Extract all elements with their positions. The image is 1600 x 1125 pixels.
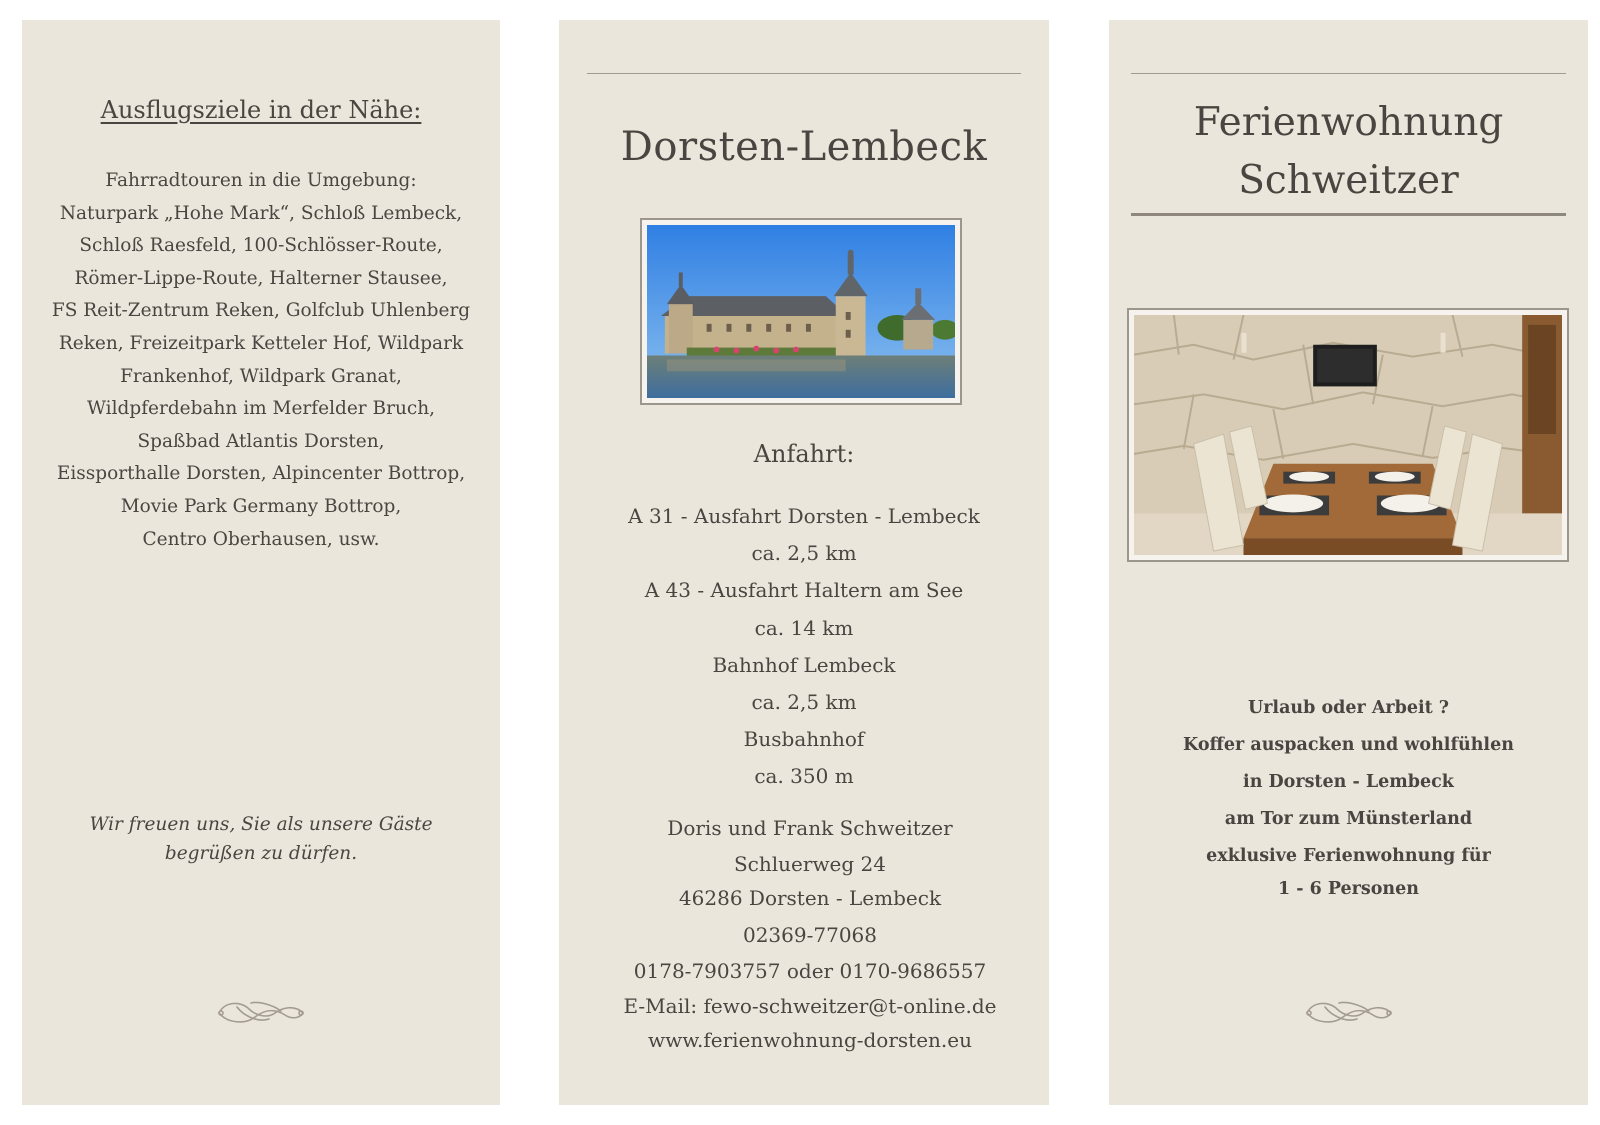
welcome-quote xyxy=(22,810,500,868)
left-panel xyxy=(22,20,500,1105)
tagline-line: in Dorsten - Lembeck xyxy=(1243,772,1454,792)
contact-name: Doris und Frank Schweitzer xyxy=(667,816,953,840)
excursion-line: Fahrradtouren in die Umgebung: xyxy=(105,170,417,191)
welcome-quote-line2: begrüßen zu dürfen. xyxy=(164,843,358,864)
contact-website: www.ferienwohnung-dorsten.eu xyxy=(648,1028,972,1052)
route-line: ca. 350 m xyxy=(754,764,854,789)
title-divider xyxy=(1131,213,1566,216)
excursion-line: Römer-Lippe-Route, Halterner Stausee, xyxy=(74,267,448,289)
cover-title-line1: Ferienwohnung xyxy=(1193,100,1504,145)
tagline-line: Koffer auspacken und wohlfühlen xyxy=(1183,735,1514,755)
route-line: Bahnhof Lembeck xyxy=(712,652,896,677)
tagline xyxy=(1109,690,1588,875)
route-line: Busbahnhof xyxy=(743,727,865,752)
tagline-line: Urlaub oder Arbeit ? xyxy=(1247,698,1450,718)
welcome-quote-line1: Wir freuen uns, Sie als unsere Gäste xyxy=(89,814,433,835)
route-line: ca. 2,5 km xyxy=(751,690,857,715)
location-title: Dorsten-Lembeck xyxy=(620,124,988,170)
top-divider xyxy=(587,73,1021,74)
excursion-line: FS Reit-Zentrum Reken, Golfclub Uhlenberg xyxy=(51,300,471,322)
excursion-line: Naturpark „Hohe Mark“, Schloß Lembeck, xyxy=(59,202,463,224)
route-line: A 43 - Ausfahrt Haltern am See xyxy=(644,578,964,603)
contact-city: 46286 Dorsten - Lembeck xyxy=(678,886,942,910)
middle-panel xyxy=(559,20,1049,1105)
excursion-line: Centro Oberhausen, usw. xyxy=(142,528,380,550)
excursions-list xyxy=(32,165,490,556)
excursions-heading: Ausflugsziele in der Nähe: xyxy=(100,96,422,124)
dining-room-photo-image xyxy=(1134,315,1562,555)
dining-room-photo xyxy=(1127,308,1569,562)
flourish-ornament-icon xyxy=(215,995,307,1029)
contact-phone: 02369-77068 xyxy=(742,923,877,947)
excursion-line: Eissporthalle Dorsten, Alpincenter Bottrop, xyxy=(56,463,466,485)
excursion-line: Frankenhof, Wildpark Granat, xyxy=(120,365,402,387)
cover-title xyxy=(1109,94,1588,210)
route-line: ca. 2,5 km xyxy=(751,541,857,566)
contact-email: E-Mail: fewo-schweitzer@t-online.de xyxy=(623,994,997,1018)
contact-block xyxy=(571,816,1049,1062)
excursion-line: Schloß Raesfeld, 100-Schlösser-Route, xyxy=(79,235,443,257)
excursion-line: Movie Park Germany Bottrop, xyxy=(120,495,402,517)
flourish-ornament-icon xyxy=(1303,995,1395,1029)
cover-title-line2: Schweitzer xyxy=(1238,158,1459,203)
tagline-line: am Tor zum Münsterland xyxy=(1224,809,1473,829)
castle-photo-image xyxy=(647,225,955,398)
castle-photo xyxy=(640,218,962,405)
capacity-text: 1 - 6 Personen xyxy=(1277,879,1420,899)
route-line: ca. 14 km xyxy=(754,615,854,640)
contact-street: Schluerweg 24 xyxy=(733,852,887,876)
directions-heading: Anfahrt: xyxy=(753,440,855,468)
directions-list xyxy=(559,498,1049,796)
tagline-line: exklusive Ferienwohnung für xyxy=(1206,846,1491,866)
contact-mobile: 0178-7903757 oder 0170-9686557 xyxy=(633,959,987,983)
excursion-line: Spaßbad Atlantis Dorsten, xyxy=(137,430,385,452)
excursion-line: Reken, Freizeitpark Ketteler Hof, Wildpark xyxy=(58,332,464,354)
excursion-line: Wildpferdebahn im Merfelder Bruch, xyxy=(86,398,436,420)
route-line: A 31 - Ausfahrt Dorsten - Lembeck xyxy=(628,504,980,528)
top-divider xyxy=(1131,73,1566,74)
right-panel xyxy=(1109,20,1588,1105)
